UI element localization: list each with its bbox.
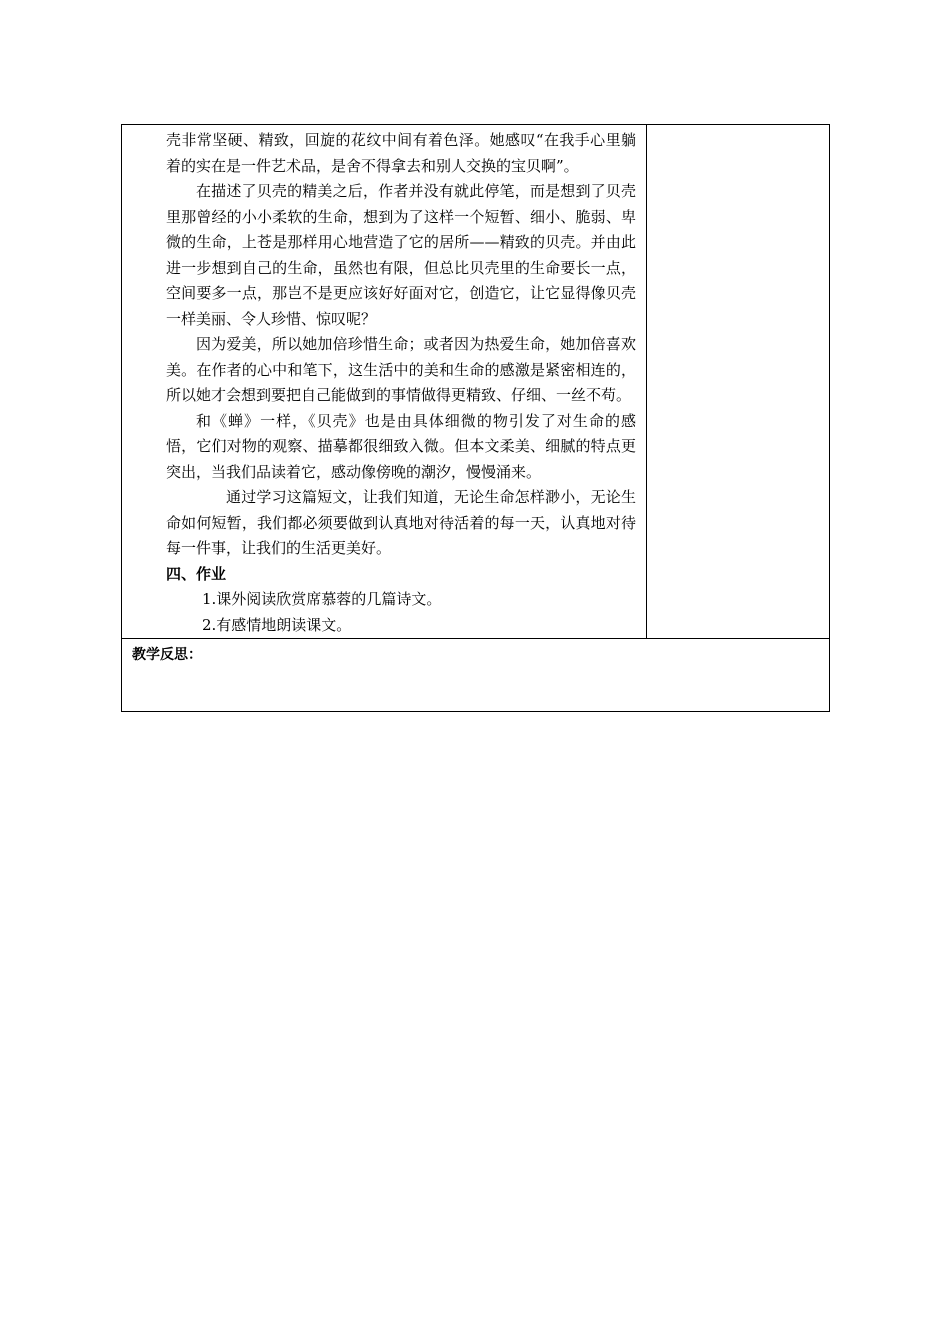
paragraph: 通过学习这篇短文，让我们知道，无论生命怎样渺小，无论生命如何短暂，我们都必须要做到认真地对待活着的每一天，认真地对待每一件事，让我们的生活更美好。	[166, 488, 636, 557]
homework-heading: 四、作业	[166, 564, 227, 583]
homework-item: 2.有感情地朗读课文。	[202, 615, 352, 634]
homework-item: 1.课外阅读欣赏席慕蓉的几篇诗文。	[202, 590, 442, 608]
reflection-row	[122, 639, 830, 712]
paragraph: 在描述了贝壳的精美之后，作者并没有就此停笔，而是想到了贝壳里那曾经的小小柔软的生命，想到为了这样一个短暂、细小、脆弱、卑微的生命，上苍是那样用心地营造了它的居所——精致的贝壳。并由此进一步想到自己的生命，虽然也有限，但总比贝壳里的生命要长一点，空间要多一点，那岂不是更应该好好面对它，创造它，让它显得像贝壳一样美丽、令人珍惜、惊叹呢？	[166, 182, 636, 328]
reflection-cell	[122, 639, 830, 712]
notes-column-cell	[647, 125, 830, 639]
reflection-label: 教学反思：	[132, 647, 202, 663]
lesson-plan-sheet	[121, 124, 829, 712]
lesson-content-cell	[122, 125, 647, 639]
paragraph: 和《蝉》一样，《贝壳》也是由具体细微的物引发了对生命的感悟，它们对物的观察、描摹都很细致入微。但本文柔美、细腻的特点更突出，当我们品读着它，感动像傍晚的潮汐，慢慢涌来。	[166, 411, 636, 481]
lesson-plan-table	[121, 124, 830, 712]
paragraph: 壳非常坚硬、精致，回旋的花纹中间有着色泽。她感叹“在我手心里躺着的实在是一件艺术品，是舍不得拿去和别人交换的宝贝啊”。	[166, 131, 636, 175]
paragraph: 因为爱美，所以她加倍珍惜生命；或者因为热爱生命，她加倍喜欢美。在作者的心中和笔下，这生活中的美和生命的感激是紧密相连的，所以她才会想到要把自己能做到的事情做得更精致、仔细、一丝不苟。	[166, 335, 636, 404]
content-row	[122, 125, 830, 639]
lesson-content	[122, 125, 646, 638]
